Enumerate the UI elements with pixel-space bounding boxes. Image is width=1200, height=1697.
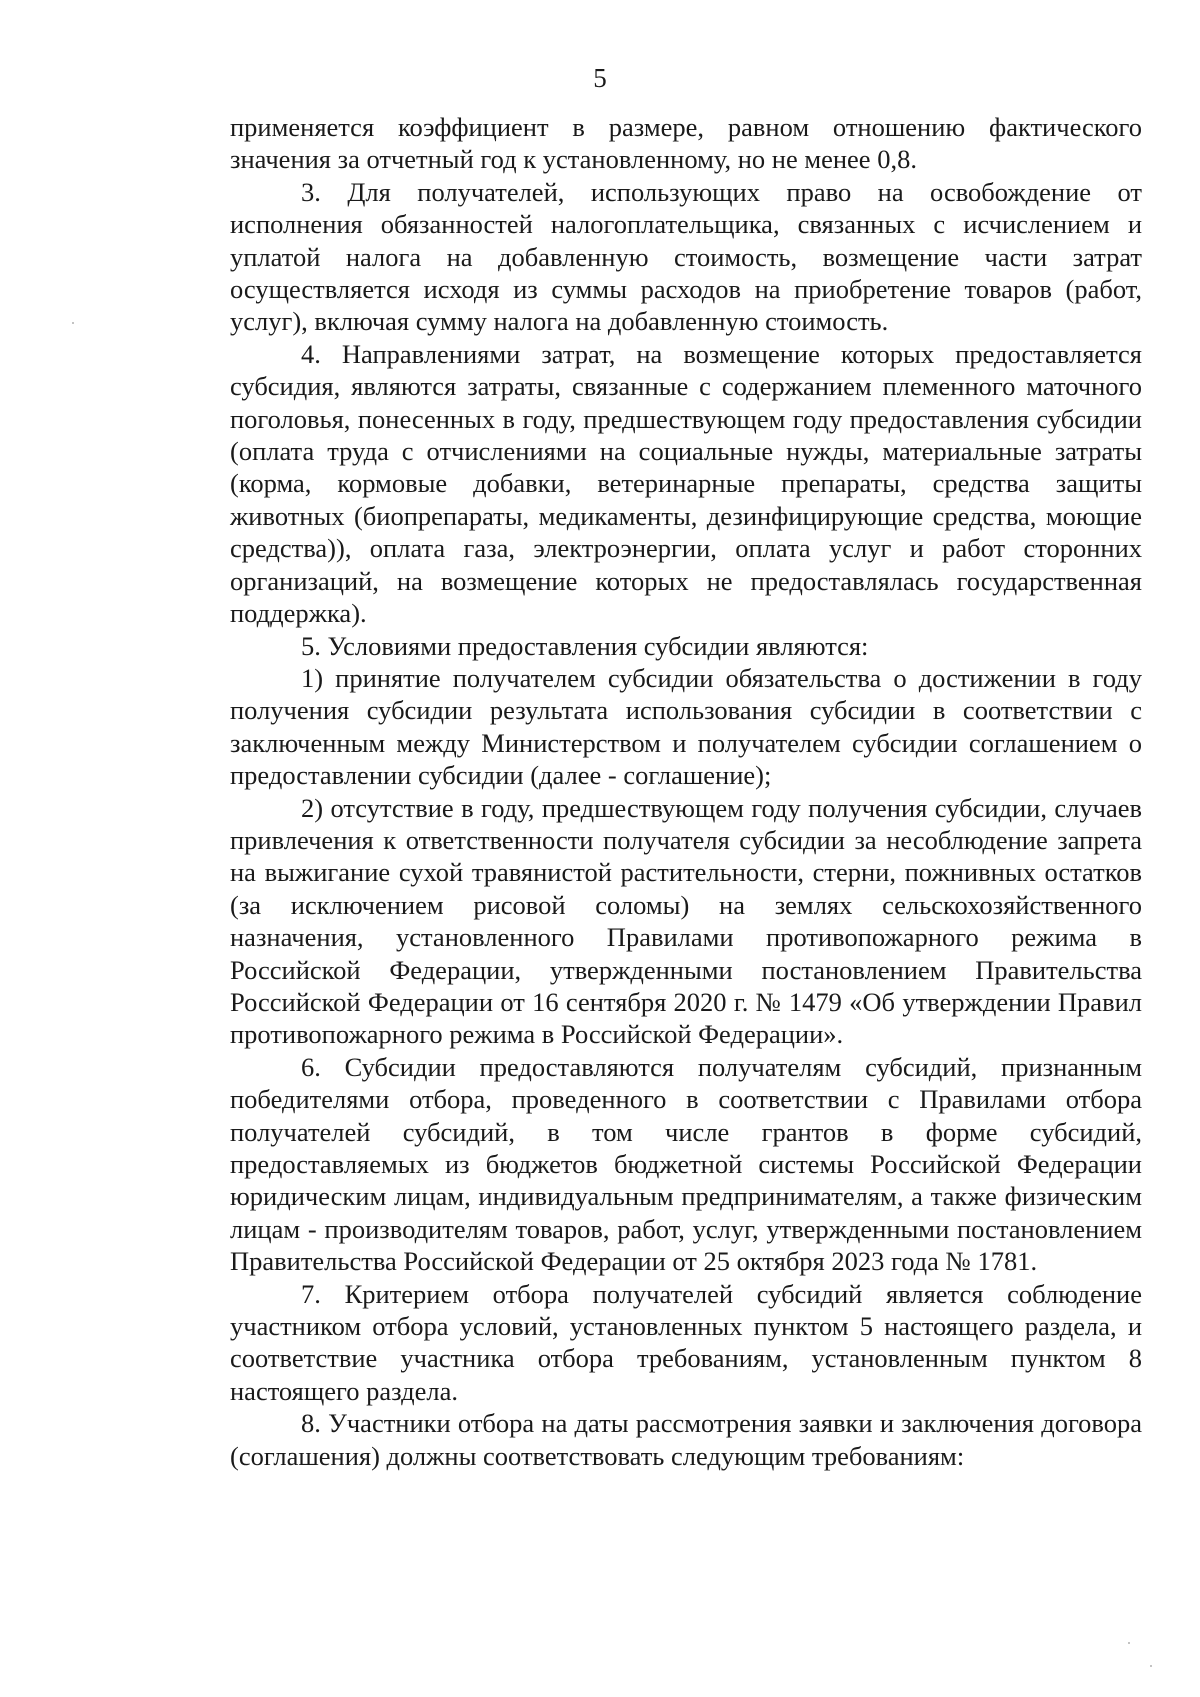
document-body xyxy=(230,111,1142,1472)
paragraph-continuation: применяется коэффициент в размере, равном отношению фактического значения за отчетный год к установленному, но не менее 0,8. xyxy=(230,112,1142,175)
paragraph-6: 6. Субсидии предоставляются получателям субсидий, признанным победителями отбора, проведенного в соответствии с Правилами отбора получателей субсидий, в том числе грантов в форме субсидий, предоставляемых из бюджетов бюджетной системы Российской Федерации юридическим лицам, индивидуальным предпринимателям, а также физическим лицам - производителям товаров, работ, услуг, утвержденными постановлением Правительства Российской Федерации от 25 октября 2023 года № 1781. xyxy=(230,1051,1142,1277)
paragraph-7: 7. Критерием отбора получателей субсидий является соблюдение участником отбора условий, установленных пунктом 5 настоящего раздела, и соответствие участника отбора требованиям, установленным пунктом 8 настоящего раздела. xyxy=(230,1278,1142,1406)
paragraph-5-item-2: 2) отсутствие в году, предшествующем году получения субсидии, случаев привлечения к ответственности получателя субсидии за несоблюдение запрета на выжигание сухой травянистой растительности, стерни, пожнивных остатков (за исключением рисовой соломы) на землях сельскохозяйственного назначения, установленного Правилами противопожарного режима в Российской Федерации, утвержденными постановлением Правительства Российской Федерации от 16 сентября 2020 г. № 1479 «Об утверждении Правил противопожарного режима в Российской Федерации». xyxy=(230,792,1142,1050)
paragraph-3: 3. Для получателей, использующих право на освобождение от исполнения обязанностей налогоплательщика, связанных с исчислением и уплатой налога на добавленную стоимость, возмещение части затрат осуществляется исходя из суммы расходов на приобретение товаров (работ, услуг), включая сумму налога на добавленную стоимость. xyxy=(230,176,1142,337)
paragraph-8: 8. Участники отбора на даты рассмотрения заявки и заключения договора (соглашения) должны соответствовать следующим требованиям: xyxy=(230,1408,1142,1471)
paragraph-5: 5. Условиями предоставления субсидии являются: xyxy=(301,630,869,661)
scan-speck xyxy=(1150,1665,1152,1667)
scan-speck xyxy=(72,322,74,324)
scan-speck xyxy=(1128,1642,1130,1644)
paragraph-5-item-1: 1) принятие получателем субсидии обязательства о достижении в году получения субсидии результата использования субсидии в соответствии с заключенным между Министерством и получателем субсидии соглашением о предоставлении субсидии (далее - соглашение); xyxy=(230,662,1142,791)
paragraph-4: 4. Направлениями затрат, на возмещение которых предоставляется субсидия, являются затраты, связанные с содержанием племенного маточного поголовья, понесенных в году, предшествующем году предоставления субсидии (оплата труда с отчислениями на социальные нужды, материальные затраты (корма, кормовые добавки, ветеринарные препараты, средства защиты животных (биопрепараты, медикаменты, дезинфицирующие средства, моющие средства)), оплата газа, электроэнергии, оплата услуг и работ сторонних организаций, на возмещение которых не предоставлялась государственная поддержка). xyxy=(230,338,1142,629)
page-number: 5 xyxy=(593,63,607,93)
